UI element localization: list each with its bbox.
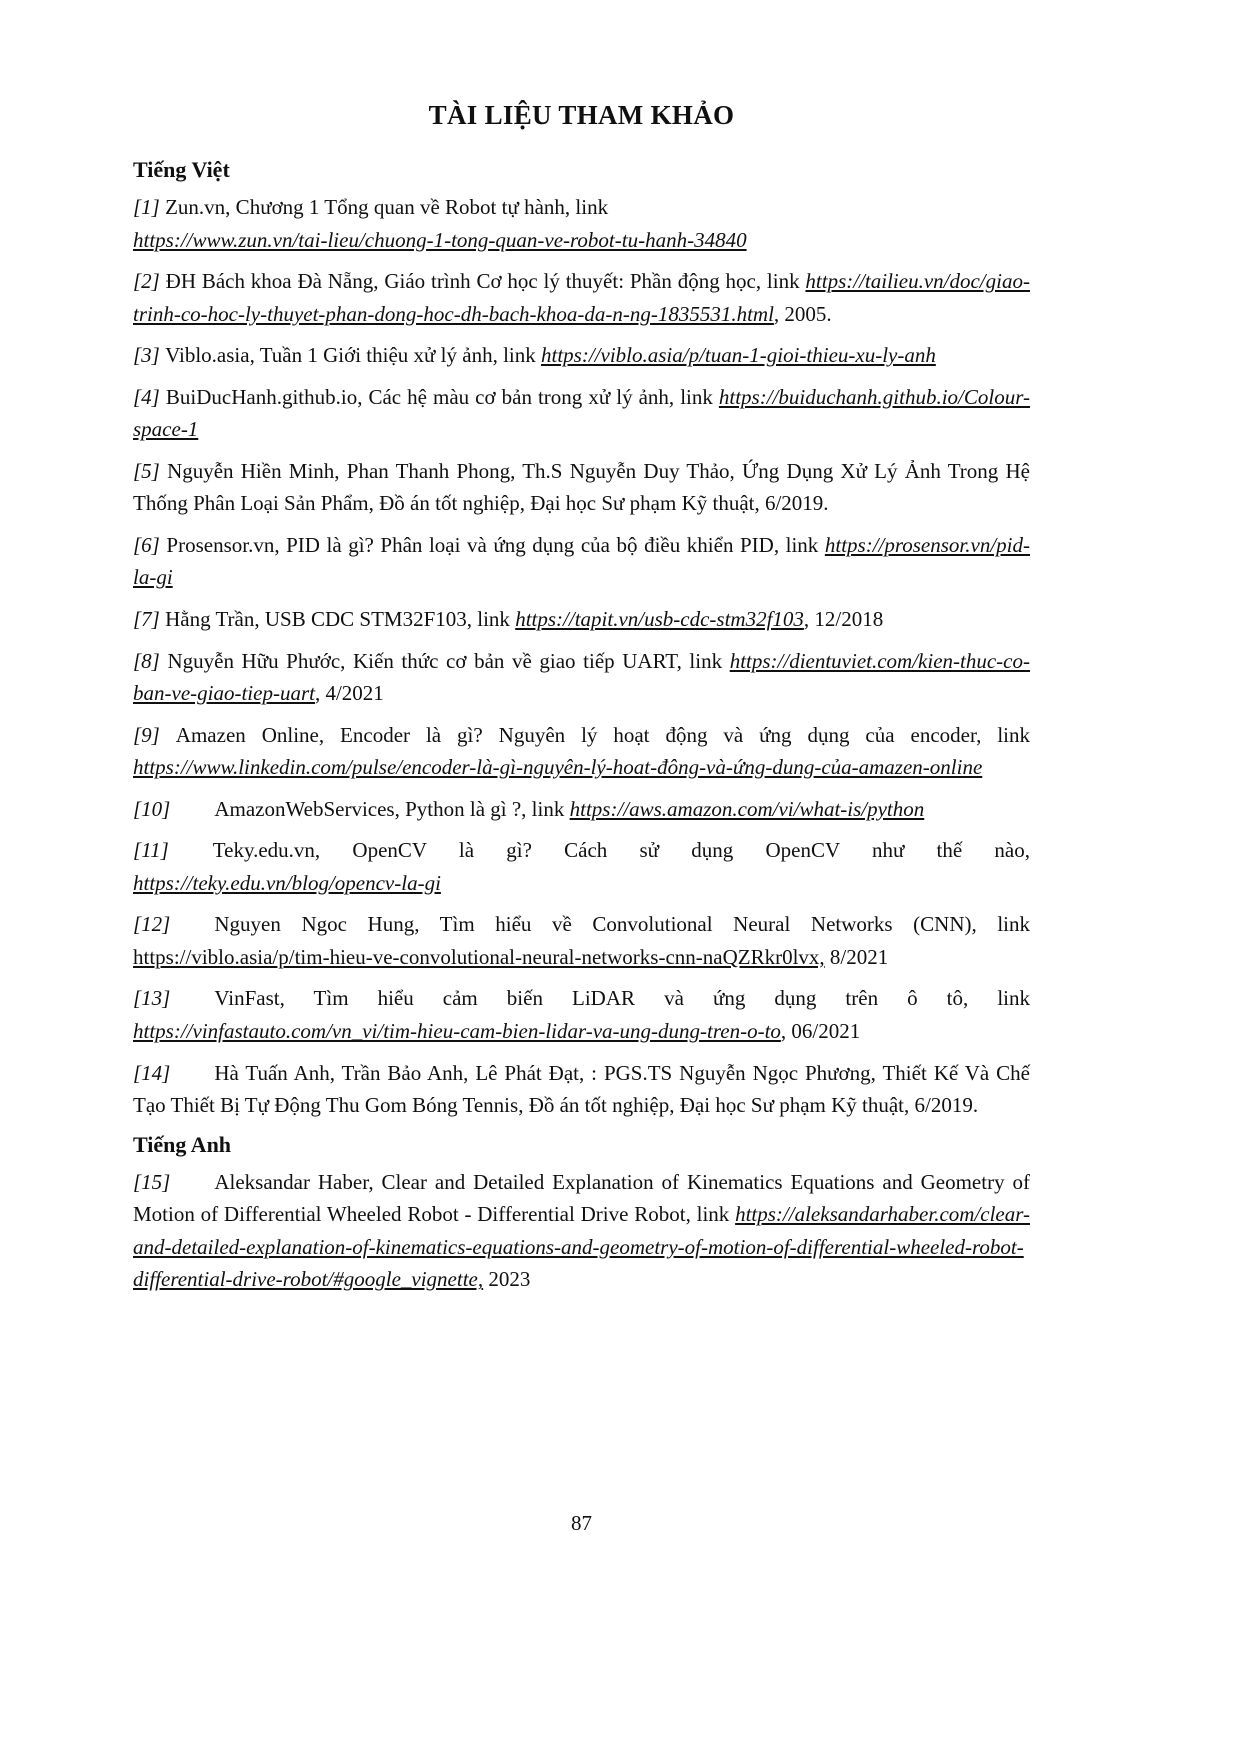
reference-link[interactable]: https://tailieu.vn/doc/giao-trinh-co-hoc-ly-thuyet-phan-dong-hoc-dh-bach-khoa-da-n-ng-1835531.html — [133, 269, 1030, 326]
reference-text: , 12/2018 — [803, 607, 884, 632]
reference-paragraph — [133, 603, 1030, 636]
reference-paragraph — [133, 645, 1030, 710]
reference-paragraph — [133, 834, 1030, 899]
reference-text: BuiDucHanh.github.io, Các hệ màu cơ bản trong xử lý ảnh, link — [165, 384, 719, 409]
citation-number: [10] — [133, 796, 171, 821]
reference-paragraph — [133, 265, 1030, 330]
reference-link[interactable]: https://aws.amazon.com/vi/what-is/python — [569, 796, 925, 821]
citation-number: [13] — [133, 986, 171, 1011]
page-title: TÀI LIỆU THAM KHẢO — [428, 100, 735, 130]
reference-paragraph — [133, 793, 1030, 826]
reference-paragraph — [133, 1057, 1030, 1122]
reference-text: Hằng Trần, USB CDC STM32F103, link — [165, 607, 516, 632]
citation-number: [2] — [133, 269, 166, 294]
reference-paragraph — [133, 455, 1030, 520]
reference-paragraph — [133, 381, 1030, 446]
citation-number: [15] — [133, 1169, 171, 1194]
reference-text: AmazonWebServices, Python là gì ?, link — [214, 796, 570, 821]
citation-number: [14] — [133, 1060, 171, 1085]
reference-link[interactable]: https://vinfastauto.com/vn_vi/tim-hieu-cam-bien-lidar-va-ung-dung-tren-o-to — [133, 1019, 781, 1044]
reference-link[interactable]: https://buiduchanh.github.io/Colour-space-1 — [133, 384, 1030, 442]
reference-text: Nguyễn Hữu Phước, Kiến thức cơ bản về giao tiếp UART, link — [167, 648, 730, 673]
citation-number: [4] — [133, 384, 166, 409]
citation-number: [5] — [133, 458, 168, 483]
reference-link[interactable]: https://www.zun.vn/tai-lieu/chuong-1-tong-quan-ve-robot-tu-hanh-34840 — [133, 227, 747, 252]
reference-paragraph — [133, 1166, 1030, 1296]
reference-link[interactable]: https://dientuviet.com/kien-thuc-co-ban-ve-giao-tiep-uart — [133, 648, 1030, 706]
reference-text: Nguyễn Hiền Minh, Phan Thanh Phong, Th.S Nguyễn Duy Thảo, Ứng Dụng Xử Lý Ảnh Trong Hệ Thống Phân Loại Sản Phẩm, Đồ án tốt nghiệp, Đại học Sư phạm Kỹ thuật, 6/2019. — [133, 458, 1030, 516]
reference-text: , 4/2021 — [314, 681, 384, 706]
reference-text: Hà Tuấn Anh, Trần Bảo Anh, Lê Phát Đạt, : PGS.TS Nguyễn Ngọc Phương, Thiết Kế Và Chế Tạo Thiết Bị Tự Động Thu Gom Bóng Tennis, Đồ án tốt nghiệp, Đại học Sư phạm Kỹ thuật, 6/2019. — [133, 1060, 1030, 1118]
reference-text: Viblo.asia, Tuần 1 Giới thiệu xử lý ảnh, link — [165, 343, 541, 368]
citation-number: [12] — [133, 912, 171, 937]
reference-paragraph — [133, 982, 1030, 1047]
reference-link[interactable]: https://tapit.vn/usb-cdc-stm32f103 — [515, 607, 804, 632]
reference-text: Nguyen Ngoc Hung, Tìm hiểu về Convolutional Neural Networks (CNN), link — [214, 912, 1030, 937]
reference-text: , 06/2021 — [780, 1019, 861, 1044]
citation-number: [6] — [133, 532, 167, 557]
reference-text: VinFast, Tìm hiểu cảm biến LiDAR và ứng dụng trên ô tô, link — [214, 986, 1030, 1011]
section-heading: Tiếng Việt — [133, 157, 230, 182]
reference-text: 2023 — [483, 1267, 531, 1292]
reference-paragraph — [133, 529, 1030, 594]
citation-number: [9] — [133, 722, 176, 747]
reference-text: , 2005. — [773, 301, 832, 326]
reference-paragraph — [133, 339, 1030, 372]
citation-number: [8] — [133, 648, 168, 673]
citation-number: [11] — [133, 838, 169, 863]
reference-link[interactable]: https://viblo.asia/p/tim-hieu-ve-convolutional-neural-networks-cnn-naQZRkr0lvx, — [133, 944, 825, 969]
citation-number: [7] — [133, 607, 166, 632]
reference-text: Aleksandar Haber, Clear and Detailed Explanation of Kinematics Equations and Geometry of Motion of Differential Wheeled Robot - Differential Drive Robot, link — [133, 1169, 1030, 1227]
reference-text: ĐH Bách khoa Đà Nẵng, Giáo trình Cơ học lý thuyết: Phần động học, link — [165, 269, 806, 294]
reference-link[interactable]: https://www.linkedin.com/pulse/encoder-là-gì-nguyên-lý-hoat-đông-và-ứng-dung-của-amazen-online — [133, 755, 983, 780]
section-heading: Tiếng Anh — [133, 1131, 232, 1157]
reference-text: Zun.vn, Chương 1 Tổng quan về Robot tự hành, link — [165, 195, 609, 219]
reference-text: 8/2021 — [824, 944, 889, 969]
reference-link[interactable]: https://teky.edu.vn/blog/opencv-la-gi — [133, 870, 441, 895]
references-list — [133, 157, 1030, 1296]
reference-text: Prosensor.vn, PID là gì? Phân loại và ứng dụng của bộ điều khiển PID, link — [166, 532, 825, 557]
reference-text: Amazen Online, Encoder là gì? Nguyên lý hoạt động và ứng dụng của encoder, link — [175, 722, 1030, 747]
citation-number: [1] — [133, 195, 166, 219]
reference-link[interactable]: https://prosensor.vn/pid-la-gi — [133, 532, 1030, 590]
page-number: 87 — [571, 1511, 592, 1535]
reference-paragraph — [133, 191, 1030, 256]
citation-number: [3] — [133, 343, 166, 368]
reference-text: Teky.edu.vn, OpenCV là gì? Cách sử dụng OpenCV như thế nào, — [212, 838, 1030, 863]
reference-paragraph — [133, 719, 1030, 784]
reference-link[interactable]: https://aleksandarhaber.com/clear-and-detailed-explanation-of-kinematics-equations-and-geometry-of-motion-of-differential-wheeled-robot-differential-drive-robot/#google_vignette, — [133, 1202, 1030, 1292]
reference-link[interactable]: https://viblo.asia/p/tuan-1-gioi-thieu-xu-ly-anh — [541, 343, 936, 368]
reference-paragraph — [133, 908, 1030, 973]
